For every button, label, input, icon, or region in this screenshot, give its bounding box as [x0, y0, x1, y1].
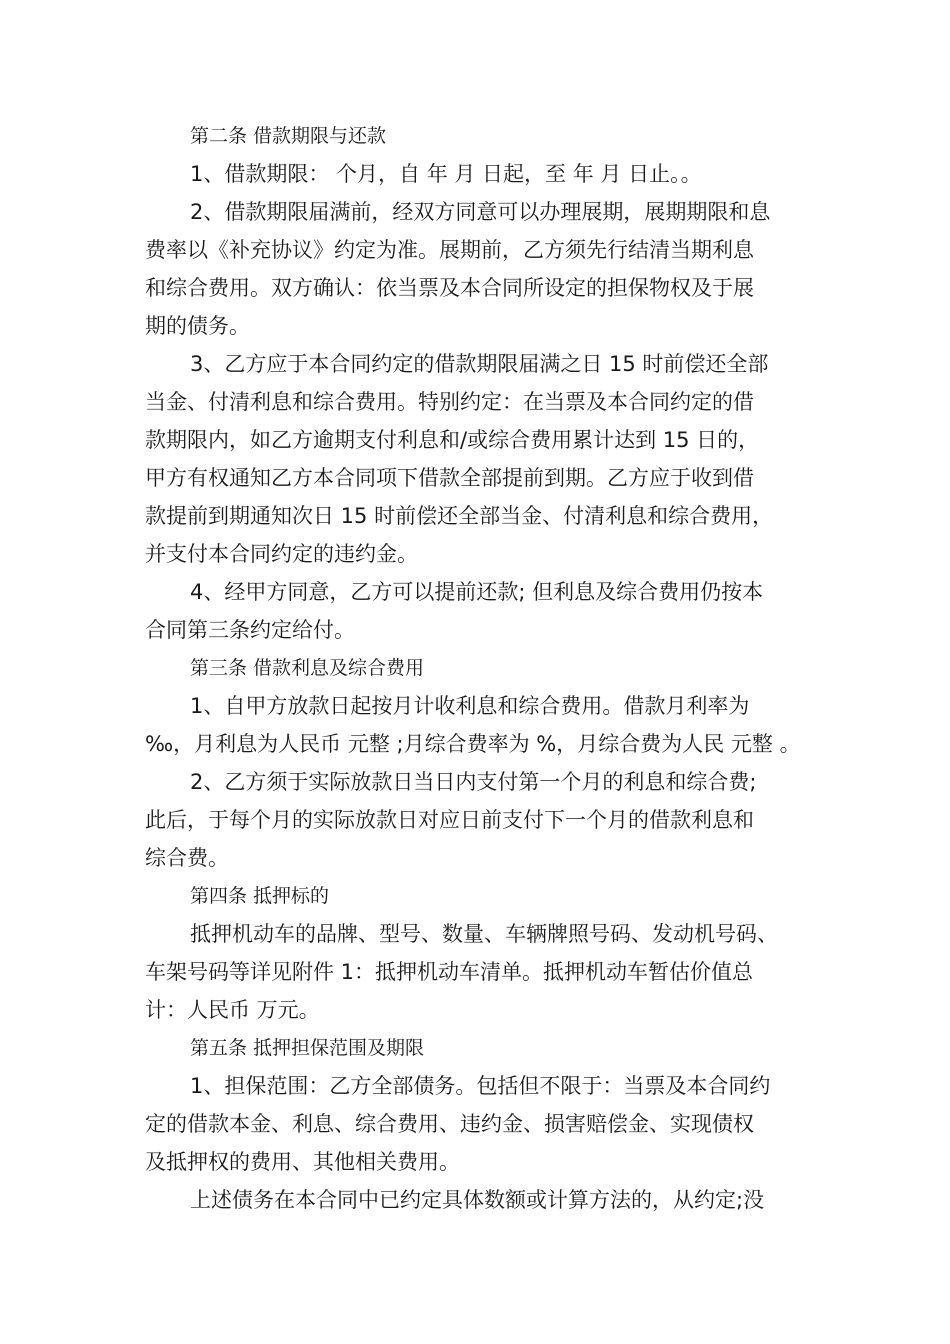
- paragraph-line: 计：人民币 万元。: [145, 998, 320, 1022]
- paragraph-line: 抵押机动车的品牌、型号、数量、车辆牌照号码、发动机号码、: [190, 922, 778, 946]
- article-2-heading: 第二条 借款期限与还款: [190, 125, 387, 147]
- paragraph-line: 2、乙方须于实际放款日当日内支付第一个月的利息和综合费;: [190, 770, 757, 794]
- article-5-heading: 第五条 抵押担保范围及期限: [190, 1037, 425, 1059]
- paragraph-line: 定的借款本金、利息、综合费用、违约金、损害赔偿金、实现债权: [145, 1112, 754, 1136]
- paragraph-line: ‰，月利息为人民币 元整 ;月综合费率为 %，月综合费为人民 元整 。: [145, 732, 801, 756]
- paragraph-line: 合同第三条约定给付。: [145, 618, 355, 642]
- paragraph-line: 和综合费用。双方确认：依当票及本合同所设定的担保物权及于展: [145, 276, 754, 300]
- paragraph-line: 款期限内，如乙方逾期支付利息和/或综合费用累计达到 15 日的，: [145, 428, 760, 452]
- paragraph-line: 费率以《补充协议》约定为准。展期前，乙方须先行结清当期利息: [145, 238, 754, 262]
- paragraph-line: 车架号码等详见附件 1：抵押机动车清单。抵押机动车暂估价值总: [145, 960, 754, 984]
- paragraph-line: 当金、付清利息和综合费用。特别约定：在当票及本合同约定的借: [145, 390, 754, 414]
- paragraph-line: 并支付本合同约定的违约金。: [145, 542, 418, 566]
- paragraph-line: 3、乙方应于本合同约定的借款期限届满之日 15 时前偿还全部: [190, 352, 769, 376]
- paragraph-line: 4、经甲方同意，乙方可以提前还款; 但利息及综合费用仍按本: [190, 580, 764, 604]
- paragraph-line: 上述债务在本合同中已约定具体数额或计算方法的，从约定;没: [190, 1188, 765, 1212]
- paragraph-line: 期的债务。: [145, 314, 250, 338]
- article-3-heading: 第三条 借款利息及综合费用: [190, 657, 425, 679]
- paragraph-line: 甲方有权通知乙方本合同项下借款全部提前到期。乙方应于收到借: [145, 466, 754, 490]
- paragraph-line: 综合费。: [145, 846, 229, 870]
- article-4-heading: 第四条 抵押标的: [190, 885, 330, 907]
- paragraph-line: 1、担保范围：乙方全部债务。包括但不限于：当票及本合同约: [190, 1074, 771, 1098]
- paragraph-line: 1、借款期限： 个月，自 年 月 日起，至 年 月 日止。。: [190, 162, 702, 186]
- paragraph-line: 2、借款期限届满前，经双方同意可以办理展期，展期期限和息: [190, 200, 771, 224]
- paragraph-line: 款提前到期通知次日 15 时前偿还全部当金、付清利息和综合费用，: [145, 504, 774, 528]
- paragraph-line: 1、自甲方放款日起按月计收利息和综合费用。借款月利率为: [190, 694, 750, 718]
- paragraph-line: 此后，于每个月的实际放款日对应日前支付下一个月的借款利息和: [145, 808, 754, 832]
- paragraph-line: 及抵押权的费用、其他相关费用。: [145, 1150, 460, 1174]
